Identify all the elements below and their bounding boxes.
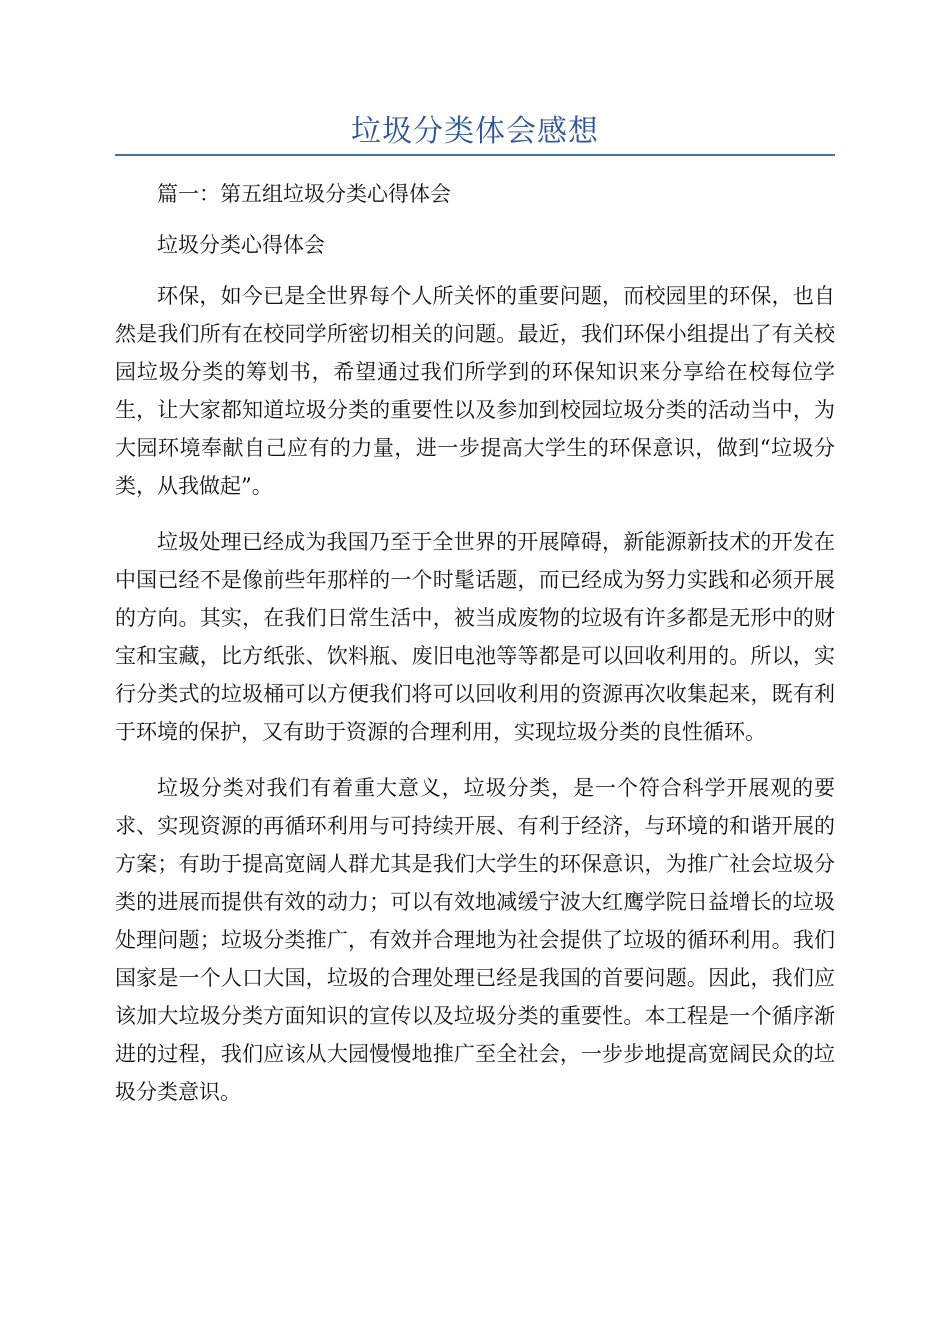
- paragraph-1: 环保，如今已是全世界每个人所关怀的重要问题，而校园里的环保，也自然是我们所有在校同学所密切相关的问题。最近，我们环保小组提出了有关校园垃圾分类的筹划书，希望通过我们所学到的环保知识来分享给在校每位学生，让大家都知道垃圾分类的重要性以及参加到校园垃圾分类的活动当中，为大园环境奉献自己应有的力量，进一步提高大学生的环保意识，做到“垃圾分类，从我做起”。: [115, 284, 835, 498]
- document-title: 垃圾分类体会感想: [351, 114, 599, 149]
- document-body: [115, 175, 835, 1129]
- sub-heading: 垃圾分类心得体会: [157, 233, 325, 257]
- section-heading: 篇一：第五组垃圾分类心得体会: [157, 182, 451, 206]
- title-underline: [115, 154, 835, 156]
- paragraph-2: 垃圾处理已经成为我国乃至于全世界的开展障碍，新能源新技术的开发在中国已经不是像前些年那样的一个时髦话题，而已经成为努力实践和必须开展的方向。其实，在我们日常生活中，被当成废物的垃圾有许多都是无形中的财宝和宝藏，比方纸张、饮料瓶、废旧电池等等都是可以回收利用的。所以，实行分类式的垃圾桶可以方便我们将可以回收利用的资源再次收集起来，既有利于环境的保护，又有助于资源的合理利用，实现垃圾分类的良性循环。: [115, 530, 835, 744]
- paragraph-3: 垃圾分类对我们有着重大意义，垃圾分类，是一个符合科学开展观的要求、实现资源的再循环利用与可持续开展、有利于经济，与环境的和谐开展的方案；有助于提高宽阔人群尤其是我们大学生的环保意识，为推广社会垃圾分类的进展而提供有效的动力；可以有效地减缓宁波大红鹰学院日益增长的垃圾处理问题；垃圾分类推广，有效并合理地为社会提供了垃圾的循环利用。我们国家是一个人口大国，垃圾的合理处理已经是我国的首要问题。因此，我们应该加大垃圾分类方面知识的宣传以及垃圾分类的重要性。本工程是一个循序渐进的过程，我们应该从大园慢慢地推广至全社会，一步步地提高宽阔民众的垃圾分类意识。: [115, 776, 835, 1104]
